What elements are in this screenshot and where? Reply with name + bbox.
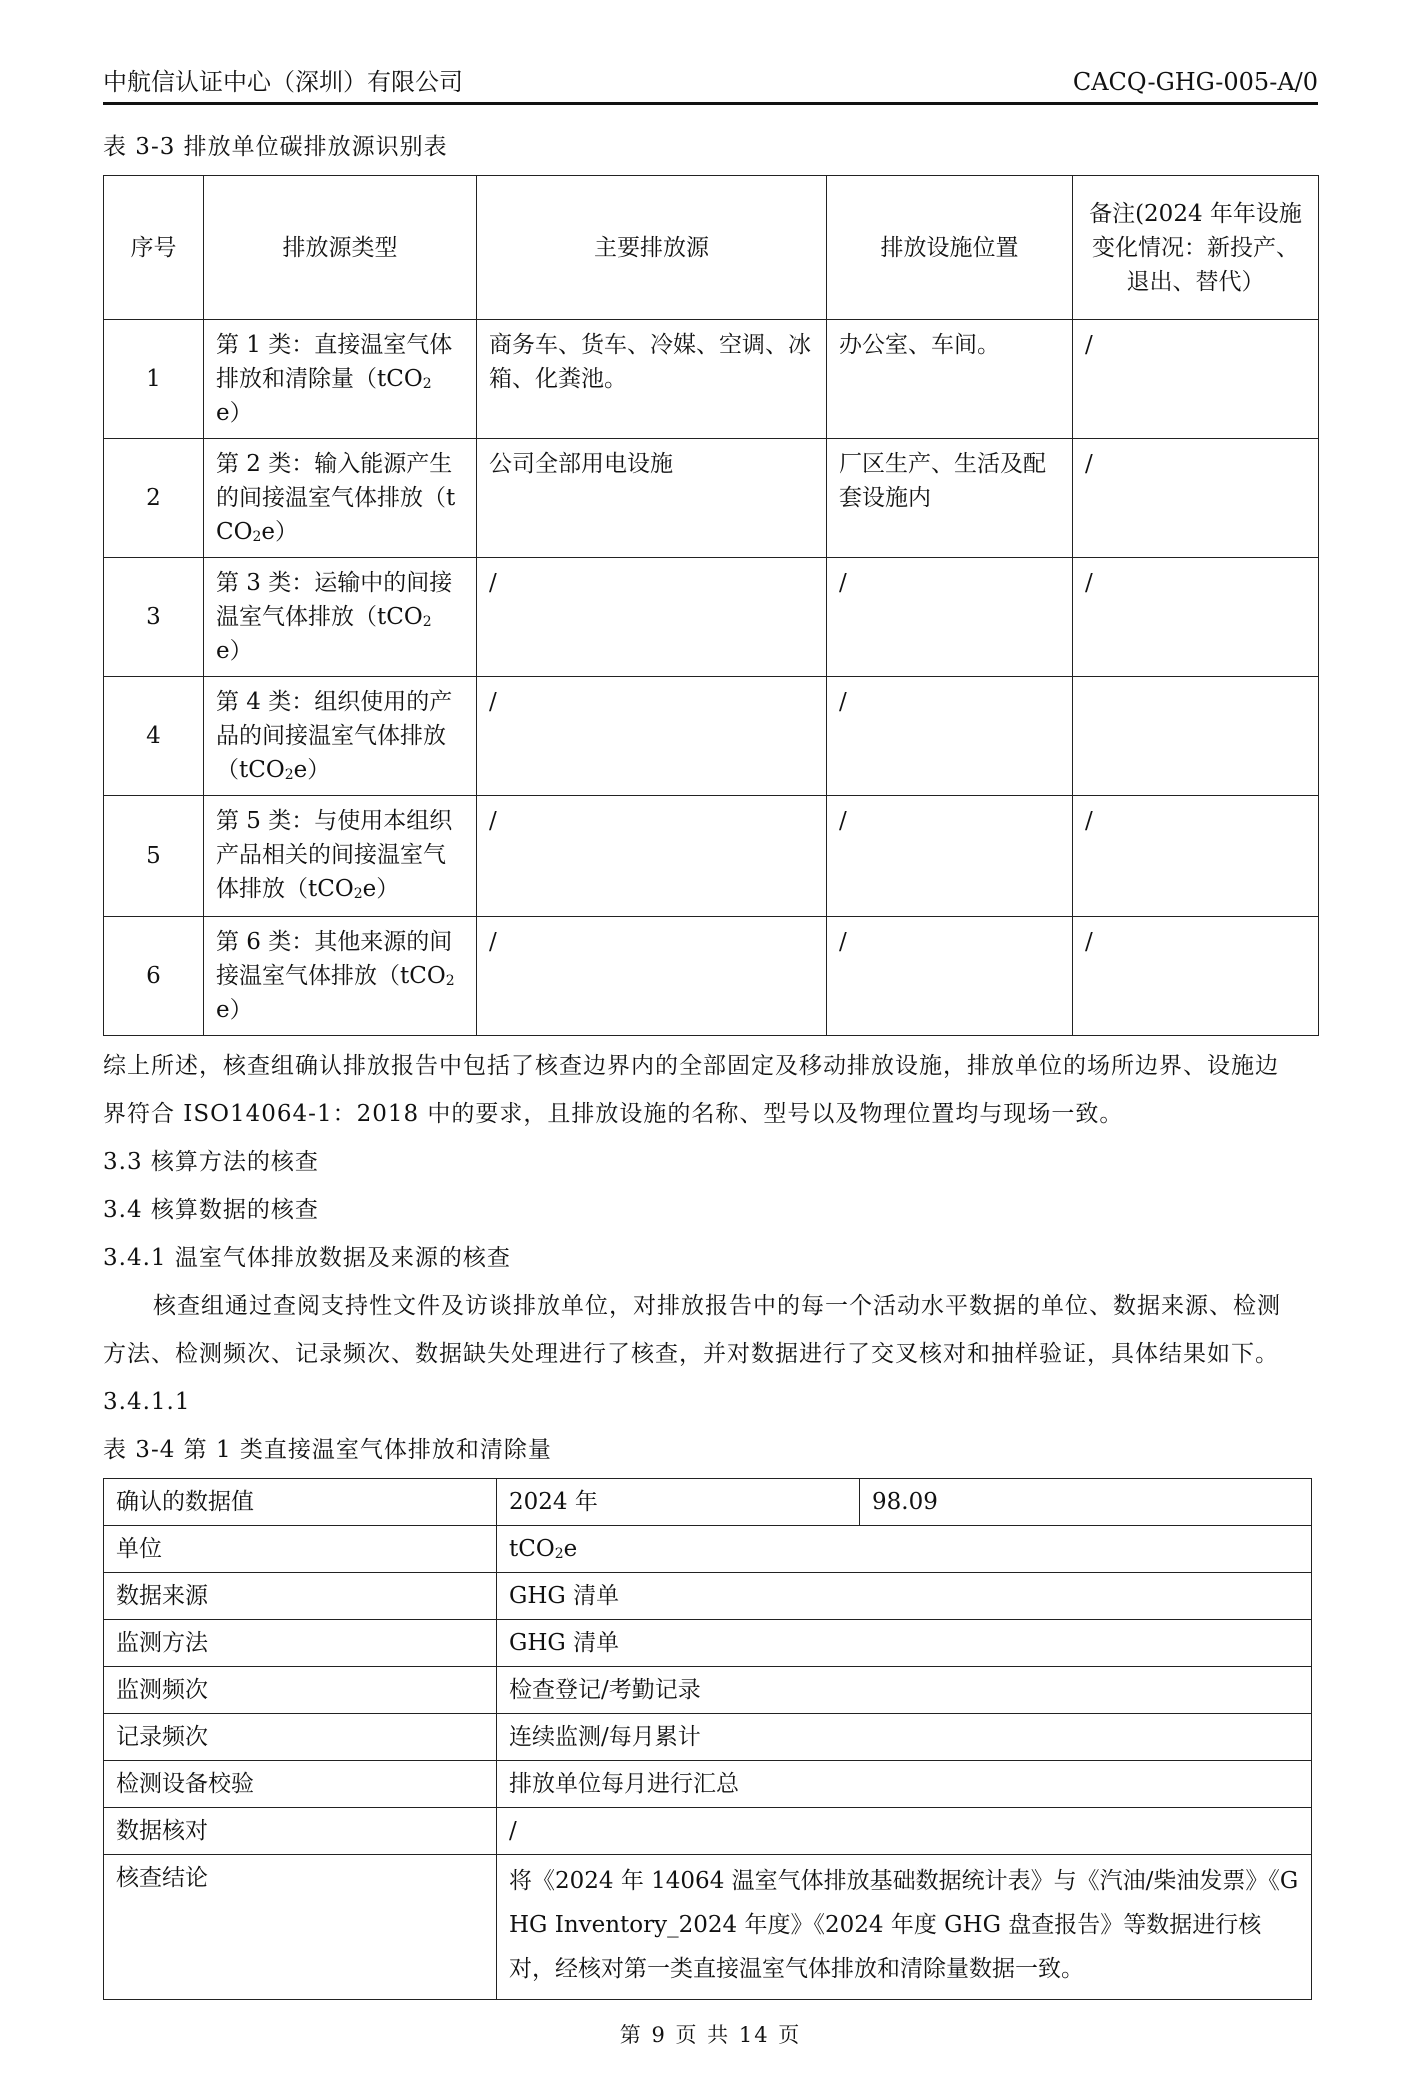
facility-location: / (827, 917, 1073, 1036)
row-value: 排放单位每月进行汇总 (497, 1761, 1312, 1808)
column-header: 排放源类型 (204, 176, 477, 320)
section-3-4-1-1-heading: 3.4.1.1 (103, 1389, 191, 1415)
unit-subscript: 2 (445, 973, 455, 989)
table-row (104, 917, 1319, 1036)
row-label: 监测频次 (104, 1667, 497, 1714)
main-source: 商务车、货车、冷媒、空调、冰箱、化粪池。 (477, 320, 827, 439)
section-3-3-heading: 3.3 核算方法的核查 (103, 1149, 319, 1175)
table-row (104, 439, 1319, 558)
column-header: 备注(2024 年年设施变化情况：新投产、退出、替代） (1073, 176, 1319, 320)
section-3-4-1-heading: 3.4.1 温室气体排放数据及来源的核查 (103, 1245, 511, 1271)
table-row (104, 558, 1319, 677)
table-row (104, 1573, 1312, 1620)
page-number: 第 9 页 共 14 页 (619, 2023, 802, 2047)
remark: / (1073, 320, 1319, 439)
year-cell: 2024 年 (497, 1479, 860, 1526)
summary-line-1: 综上所述，核查组确认排放报告中包括了核查边界内的全部固定及移动排放设施，排放单位的场所边界、设施边 (103, 1053, 1279, 1079)
source-type-text: 第 1 类：直接温室气体排放和清除量（tCO (216, 332, 453, 392)
main-source: 公司全部用电设施 (477, 439, 827, 558)
facility-location: / (827, 558, 1073, 677)
main-source: / (477, 558, 827, 677)
emission-source-table (103, 175, 1319, 1036)
remark (1073, 677, 1319, 796)
unit-subscript: 2 (554, 1546, 564, 1562)
document-code: CACQ-GHG-005-A/0 (1072, 68, 1318, 96)
table-row (104, 320, 1319, 439)
unit-subscript: 2 (353, 886, 363, 902)
source-type (204, 439, 477, 558)
remark: / (1073, 558, 1319, 677)
table-row (104, 796, 1319, 917)
table-row (104, 1667, 1312, 1714)
facility-location: / (827, 796, 1073, 917)
table1-caption: 表 3-3 排放单位碳排放源识别表 (103, 134, 448, 160)
source-type-text: 第 2 类：输入能源产生的间接温室气体排放（tCO (216, 451, 456, 545)
main-source: / (477, 917, 827, 1036)
source-type (204, 677, 477, 796)
table-row (104, 1855, 1312, 2000)
row-value: / (497, 1808, 1312, 1855)
paragraph-line-1: 核查组通过查阅支持性文件及访谈排放单位，对排放报告中的每一个活动水平数据的单位、数据来源、检测 (153, 1293, 1281, 1319)
row-label: 记录频次 (104, 1714, 497, 1761)
document-page (103, 0, 1318, 2080)
unit-suffix: e） (293, 757, 331, 783)
row-label: 监测方法 (104, 1620, 497, 1667)
source-type (204, 917, 477, 1036)
row-number: 2 (104, 439, 204, 558)
unit-suffix: e） (261, 519, 299, 545)
header-divider (103, 102, 1318, 105)
column-header: 主要排放源 (477, 176, 827, 320)
row-label: 核查结论 (104, 1855, 497, 2000)
remark: / (1073, 917, 1319, 1036)
row-number: 1 (104, 320, 204, 439)
source-type (204, 558, 477, 677)
row-value: 检查登记/考勤记录 (497, 1667, 1312, 1714)
section-3-4-heading: 3.4 核算数据的核查 (103, 1197, 319, 1223)
facility-location: / (827, 677, 1073, 796)
unit-subscript: 2 (422, 376, 432, 392)
remark: / (1073, 796, 1319, 917)
row-number: 6 (104, 917, 204, 1036)
facility-location: 办公室、车间。 (827, 320, 1073, 439)
table-row (104, 677, 1319, 796)
unit-suffix: e） (362, 876, 400, 902)
source-type (204, 320, 477, 439)
unit-text: tCO (509, 1536, 555, 1562)
source-type-text: 第 5 类：与使用本组织产品相关的间接温室气体排放（tCO (216, 808, 453, 902)
table-row (104, 1526, 1312, 1573)
table-row (104, 1714, 1312, 1761)
unit-suffix: e） (216, 997, 253, 1023)
conclusion-cell: 将《2024 年 14064 温室气体排放基础数据统计表》与《汽油/柴油发票》《GHG Inventory_2024 年度》《2024 年度 GHG 盘查报告》等数据进行核对，经核对第一类直接温室气体排放和清除量数据一致。 (497, 1855, 1312, 2000)
facility-location: 厂区生产、生活及配套设施内 (827, 439, 1073, 558)
row-value: GHG 清单 (497, 1573, 1312, 1620)
source-type-text: 第 4 类：组织使用的产品的间接温室气体排放（tCO (216, 689, 453, 783)
table-header-row (104, 176, 1319, 320)
row-value: GHG 清单 (497, 1620, 1312, 1667)
table-row (104, 1479, 1312, 1526)
table-row (104, 1761, 1312, 1808)
source-type (204, 796, 477, 917)
table-row (104, 1808, 1312, 1855)
column-header: 序号 (104, 176, 204, 320)
scope1-data-table (103, 1478, 1312, 2000)
value-cell: 98.09 (860, 1479, 1312, 1526)
unit-subscript: 2 (422, 614, 432, 630)
row-label: 数据核对 (104, 1808, 497, 1855)
row-number: 4 (104, 677, 204, 796)
unit-suffix: e (563, 1536, 578, 1562)
row-label: 单位 (104, 1526, 497, 1573)
page-header (103, 66, 1318, 98)
row-number: 5 (104, 796, 204, 917)
column-header: 排放设施位置 (827, 176, 1073, 320)
main-source: / (477, 677, 827, 796)
unit-subscript: 2 (252, 529, 262, 545)
unit-suffix: e） (216, 638, 253, 664)
paragraph-line-2: 方法、检测频次、记录频次、数据缺失处理进行了核查，并对数据进行了交叉核对和抽样验证，具体结果如下。 (103, 1341, 1279, 1367)
source-type-text: 第 6 类：其他来源的间接温室气体排放（tCO (216, 929, 453, 989)
row-label: 确认的数据值 (104, 1479, 497, 1526)
unit-subscript: 2 (284, 767, 294, 783)
company-name: 中航信认证中心（深圳）有限公司 (103, 68, 463, 96)
row-label: 数据来源 (104, 1573, 497, 1620)
source-type-text: 第 3 类：运输中的间接温室气体排放（tCO (216, 570, 453, 630)
remark: / (1073, 439, 1319, 558)
table-row (104, 1620, 1312, 1667)
unit-suffix: e） (216, 400, 253, 426)
table2-caption: 表 3-4 第 1 类直接温室气体排放和清除量 (103, 1437, 552, 1463)
row-label: 检测设备校验 (104, 1761, 497, 1808)
main-source: / (477, 796, 827, 917)
unit-cell (497, 1526, 1312, 1573)
row-value: 连续监测/每月累计 (497, 1714, 1312, 1761)
summary-line-2: 界符合 ISO14064-1：2018 中的要求，且排放设施的名称、型号以及物理位置均与现场一致。 (103, 1101, 1124, 1127)
row-number: 3 (104, 558, 204, 677)
